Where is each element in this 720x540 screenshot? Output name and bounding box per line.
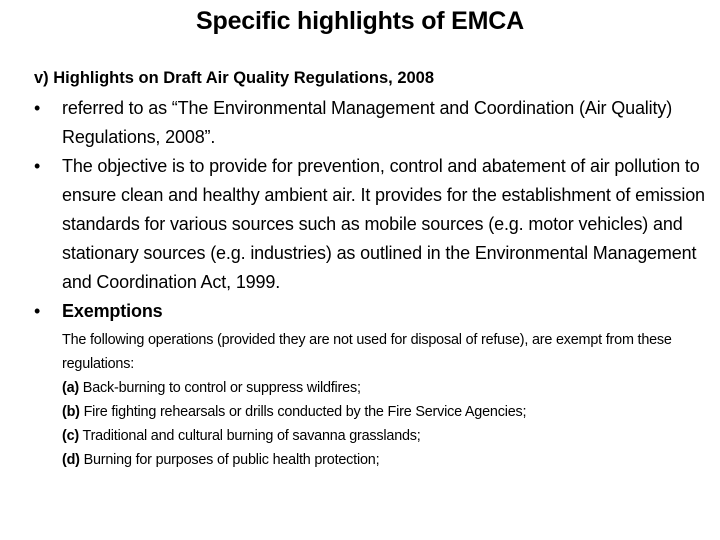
exemption-text: Fire fighting rehearsals or drills conducted by the Fire Service Agencies; <box>79 404 527 420</box>
exemption-letter: (d) <box>62 452 80 468</box>
section-heading: v) Highlights on Draft Air Quality Regulations, 2008 <box>34 69 435 87</box>
exemption-letter: (a) <box>62 380 79 396</box>
exemption-text: Burning for purposes of public health protection; <box>79 452 380 468</box>
exemption-item-a <box>62 376 720 400</box>
exemptions-block <box>62 328 720 472</box>
exemptions-intro: The following operations (provided they are not used for disposal of refuse), are exempt from these regulations: <box>62 332 672 372</box>
exemption-text: Back-burning to control or suppress wildfires; <box>79 380 361 396</box>
bullet-item-referred-to <box>34 94 718 152</box>
exemption-text: Traditional and cultural burning of savanna grasslands; <box>79 428 421 444</box>
exemption-letter: (c) <box>62 428 79 444</box>
exemption-item-c <box>62 424 720 448</box>
exemption-letter: (b) <box>62 404 80 420</box>
exemptions-heading: Exemptions <box>62 301 163 321</box>
bullet-item-objective <box>34 152 718 297</box>
bullet-icon: • <box>34 301 41 321</box>
exemption-item-b <box>62 400 720 424</box>
slide-title: Specific highlights of EMCA <box>196 7 524 35</box>
exemption-item-d <box>62 448 720 472</box>
bullet-text: referred to as “The Environmental Management and Coordination (Air Quality) Regulations, 2008”. <box>62 98 673 147</box>
bullet-icon: • <box>34 156 41 176</box>
bullet-item-exemptions <box>34 297 718 326</box>
bullet-icon: • <box>34 98 41 118</box>
slide-content <box>34 66 718 472</box>
bullet-text: The objective is to provide for prevention, control and abatement of air pollution to ensure clean and healthy ambient air. It provides for the establishment of emission standards for various sources such as mobile sources (e.g. motor vehicles) and stationary sources (e.g. industries) as outlined in the Environmental Management and Coordination Act, 1999. <box>62 156 705 292</box>
